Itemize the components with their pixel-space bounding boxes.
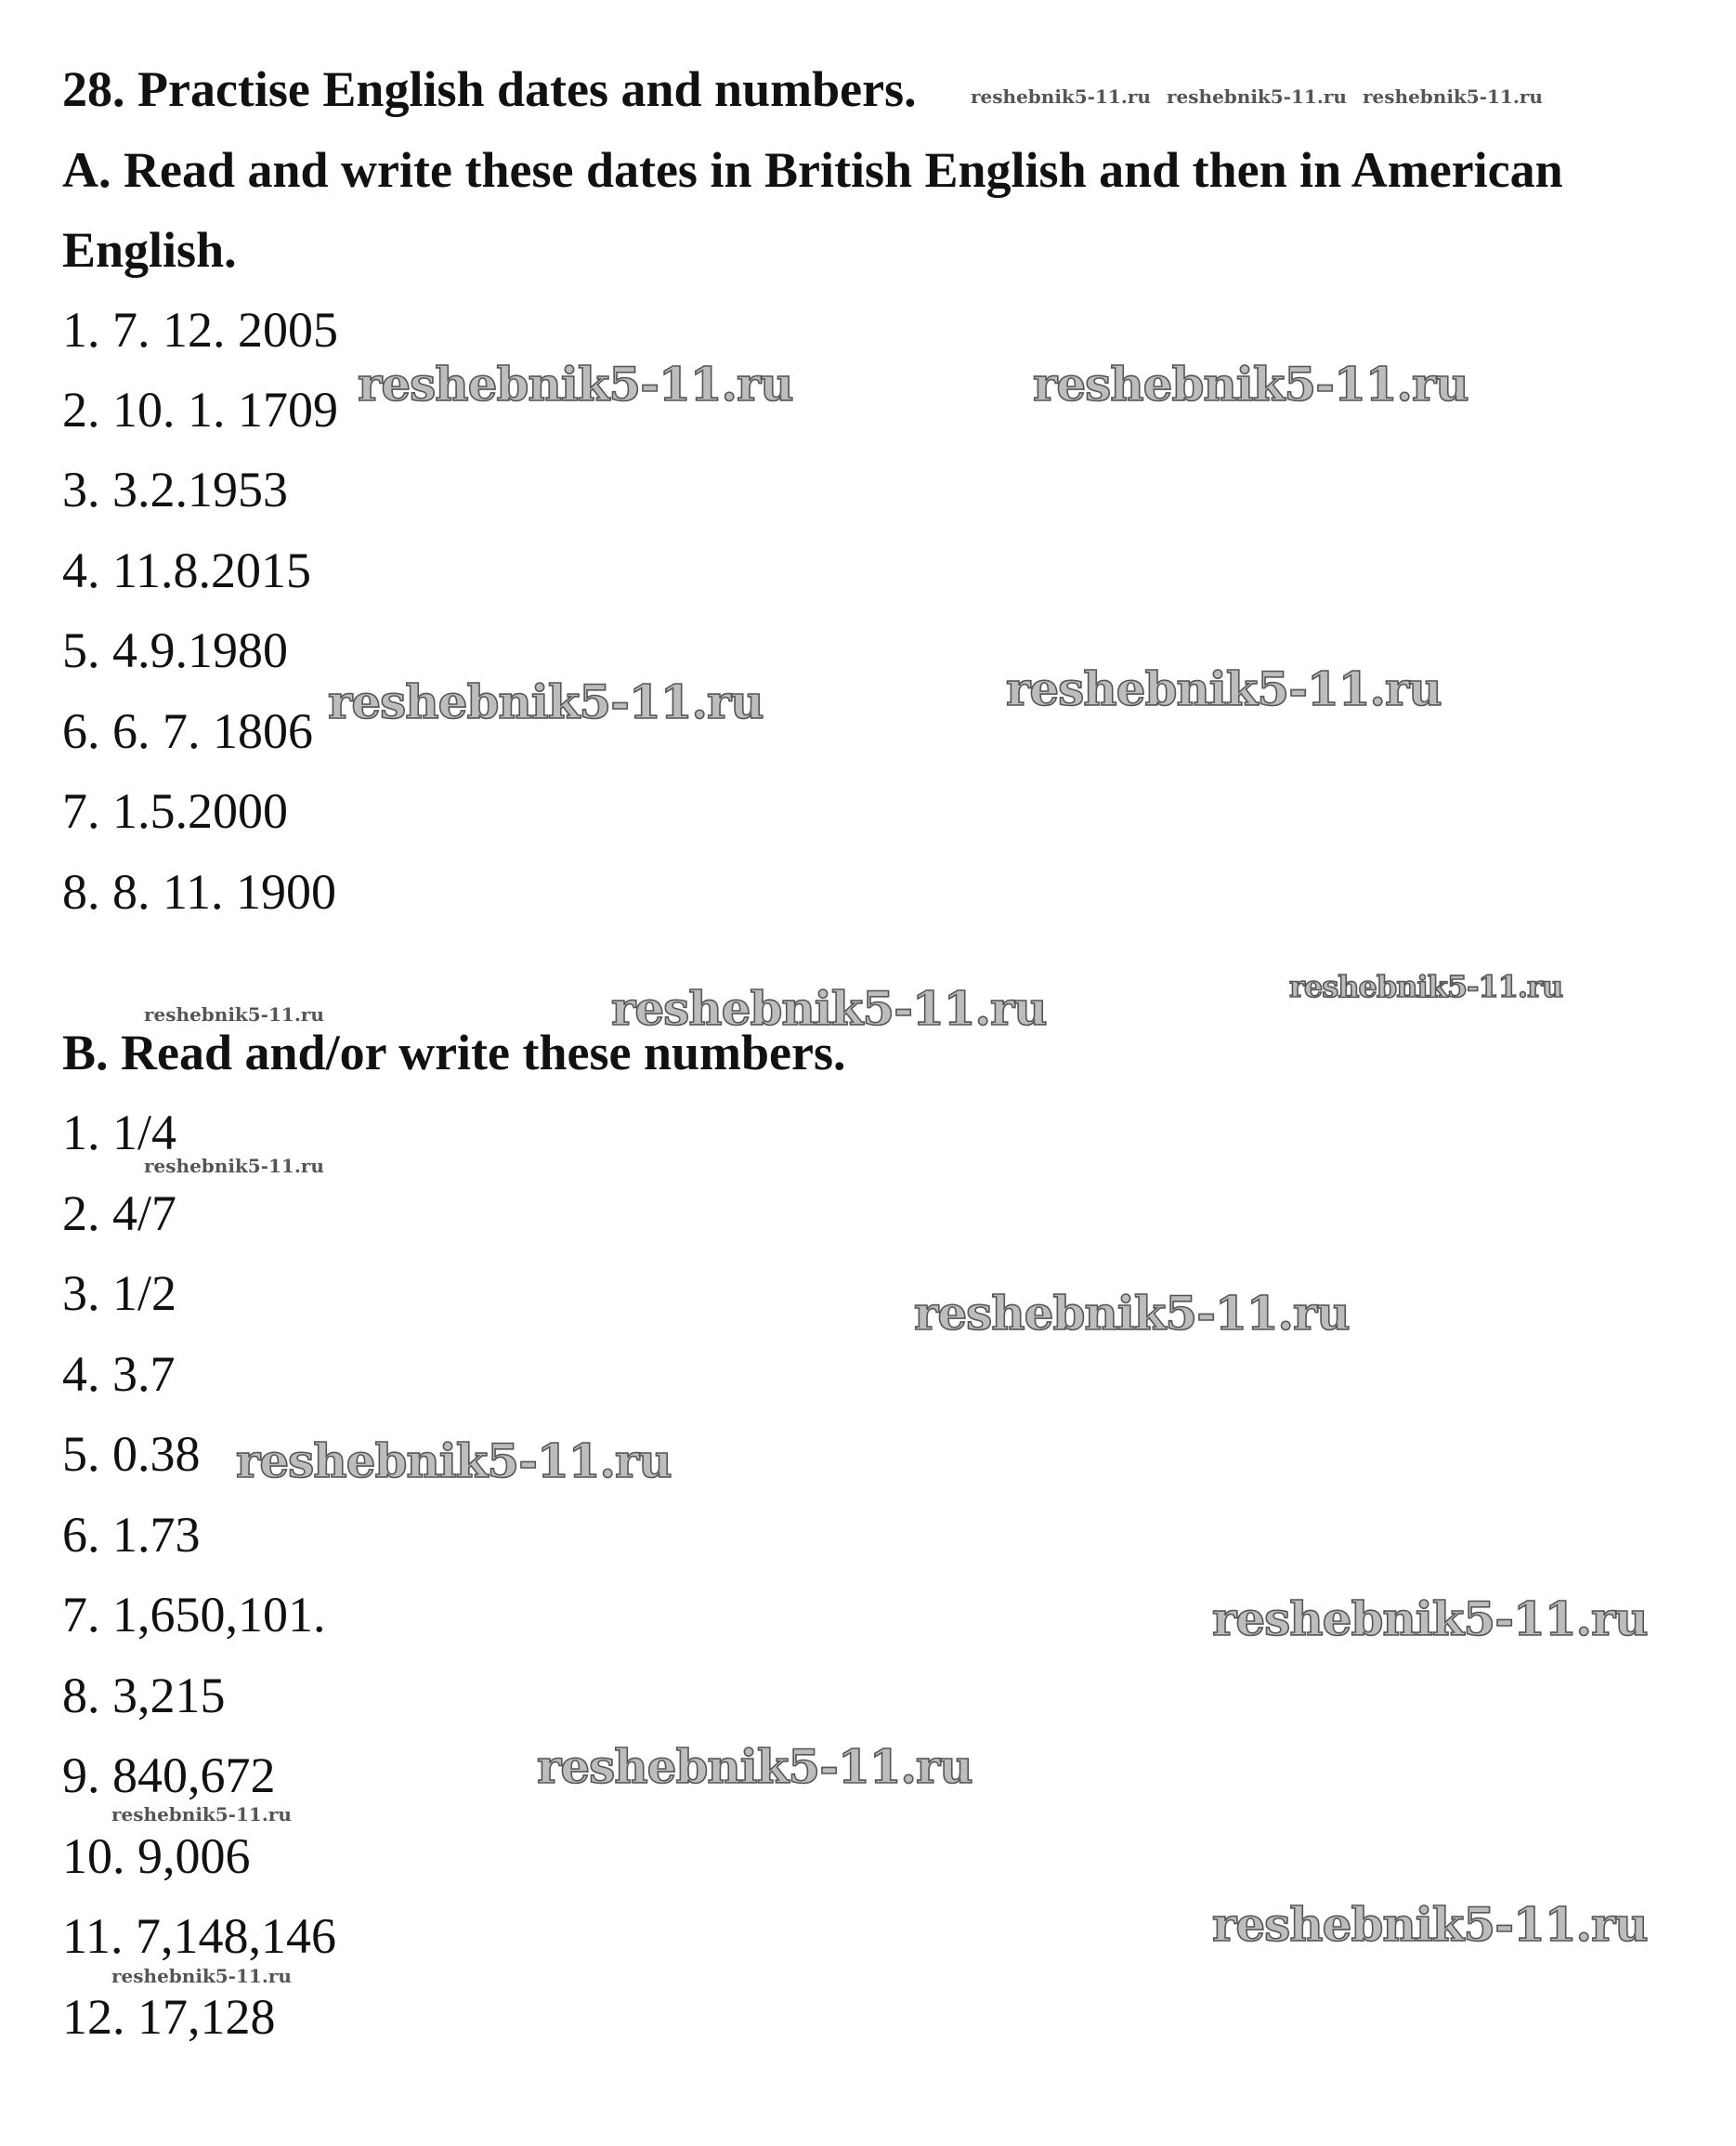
date-item-1: 1. 7. 12. 2005: [62, 302, 338, 358]
number-item-10: 10. 9,006: [62, 1828, 251, 1884]
section-b-heading: B. Read and/or write these numbers.: [62, 1025, 846, 1080]
watermark: reshebnik5-11.ru: [1006, 661, 1442, 716]
watermark: reshebnik5-11.ru: [144, 1155, 324, 1177]
watermark: reshebnik5-11.ru: [144, 1003, 324, 1026]
number-item-11: 11. 7,148,146: [62, 1908, 336, 1964]
section-a-heading-line2: English.: [62, 222, 237, 278]
watermark: reshebnik5-11.ru: [537, 1739, 972, 1794]
watermark: reshebnik5-11.ru: [611, 981, 1047, 1036]
watermark: reshebnik5-11.ru: [1363, 85, 1543, 108]
number-item-2: 2. 4/7: [62, 1185, 177, 1241]
watermark: reshebnik5-11.ru: [328, 674, 764, 729]
watermark: reshebnik5-11.ru: [111, 1965, 292, 1987]
date-item-7: 7. 1.5.2000: [62, 783, 288, 839]
number-item-12: 12. 17,128: [62, 1989, 276, 2045]
date-item-6: 6. 6. 7. 1806: [62, 703, 313, 759]
date-item-8: 8. 8. 11. 1900: [62, 864, 336, 920]
watermark: reshebnik5-11.ru: [358, 357, 793, 412]
watermark: reshebnik5-11.ru: [1033, 357, 1468, 412]
watermark: reshebnik5-11.ru: [111, 1803, 292, 1825]
number-item-1: 1. 1/4: [62, 1105, 177, 1160]
watermark: reshebnik5-11.ru: [1289, 969, 1563, 1004]
watermark: reshebnik5-11.ru: [1212, 1897, 1648, 1952]
watermark: reshebnik5-11.ru: [971, 85, 1151, 108]
watermark: reshebnik5-11.ru: [236, 1433, 672, 1488]
number-item-5: 5. 0.38: [62, 1426, 201, 1482]
watermark: reshebnik5-11.ru: [1167, 85, 1347, 108]
date-item-4: 4. 11.8.2015: [62, 543, 311, 598]
date-item-3: 3. 3.2.1953: [62, 462, 288, 517]
number-item-4: 4. 3.7: [62, 1346, 176, 1402]
number-item-9: 9. 840,672: [62, 1747, 276, 1803]
section-a-heading-line1: A. Read and write these dates in British English and then in American: [62, 142, 1563, 198]
exercise-title: 28. Practise English dates and numbers.: [62, 61, 917, 117]
watermark: reshebnik5-11.ru: [914, 1286, 1350, 1341]
watermark: reshebnik5-11.ru: [1212, 1591, 1648, 1646]
number-item-7: 7. 1,650,101.: [62, 1587, 326, 1642]
number-item-3: 3. 1/2: [62, 1265, 177, 1321]
date-item-5: 5. 4.9.1980: [62, 622, 288, 678]
number-item-8: 8. 3,215: [62, 1668, 226, 1723]
number-item-6: 6. 1.73: [62, 1507, 201, 1563]
date-item-2: 2. 10. 1. 1709: [62, 382, 338, 438]
